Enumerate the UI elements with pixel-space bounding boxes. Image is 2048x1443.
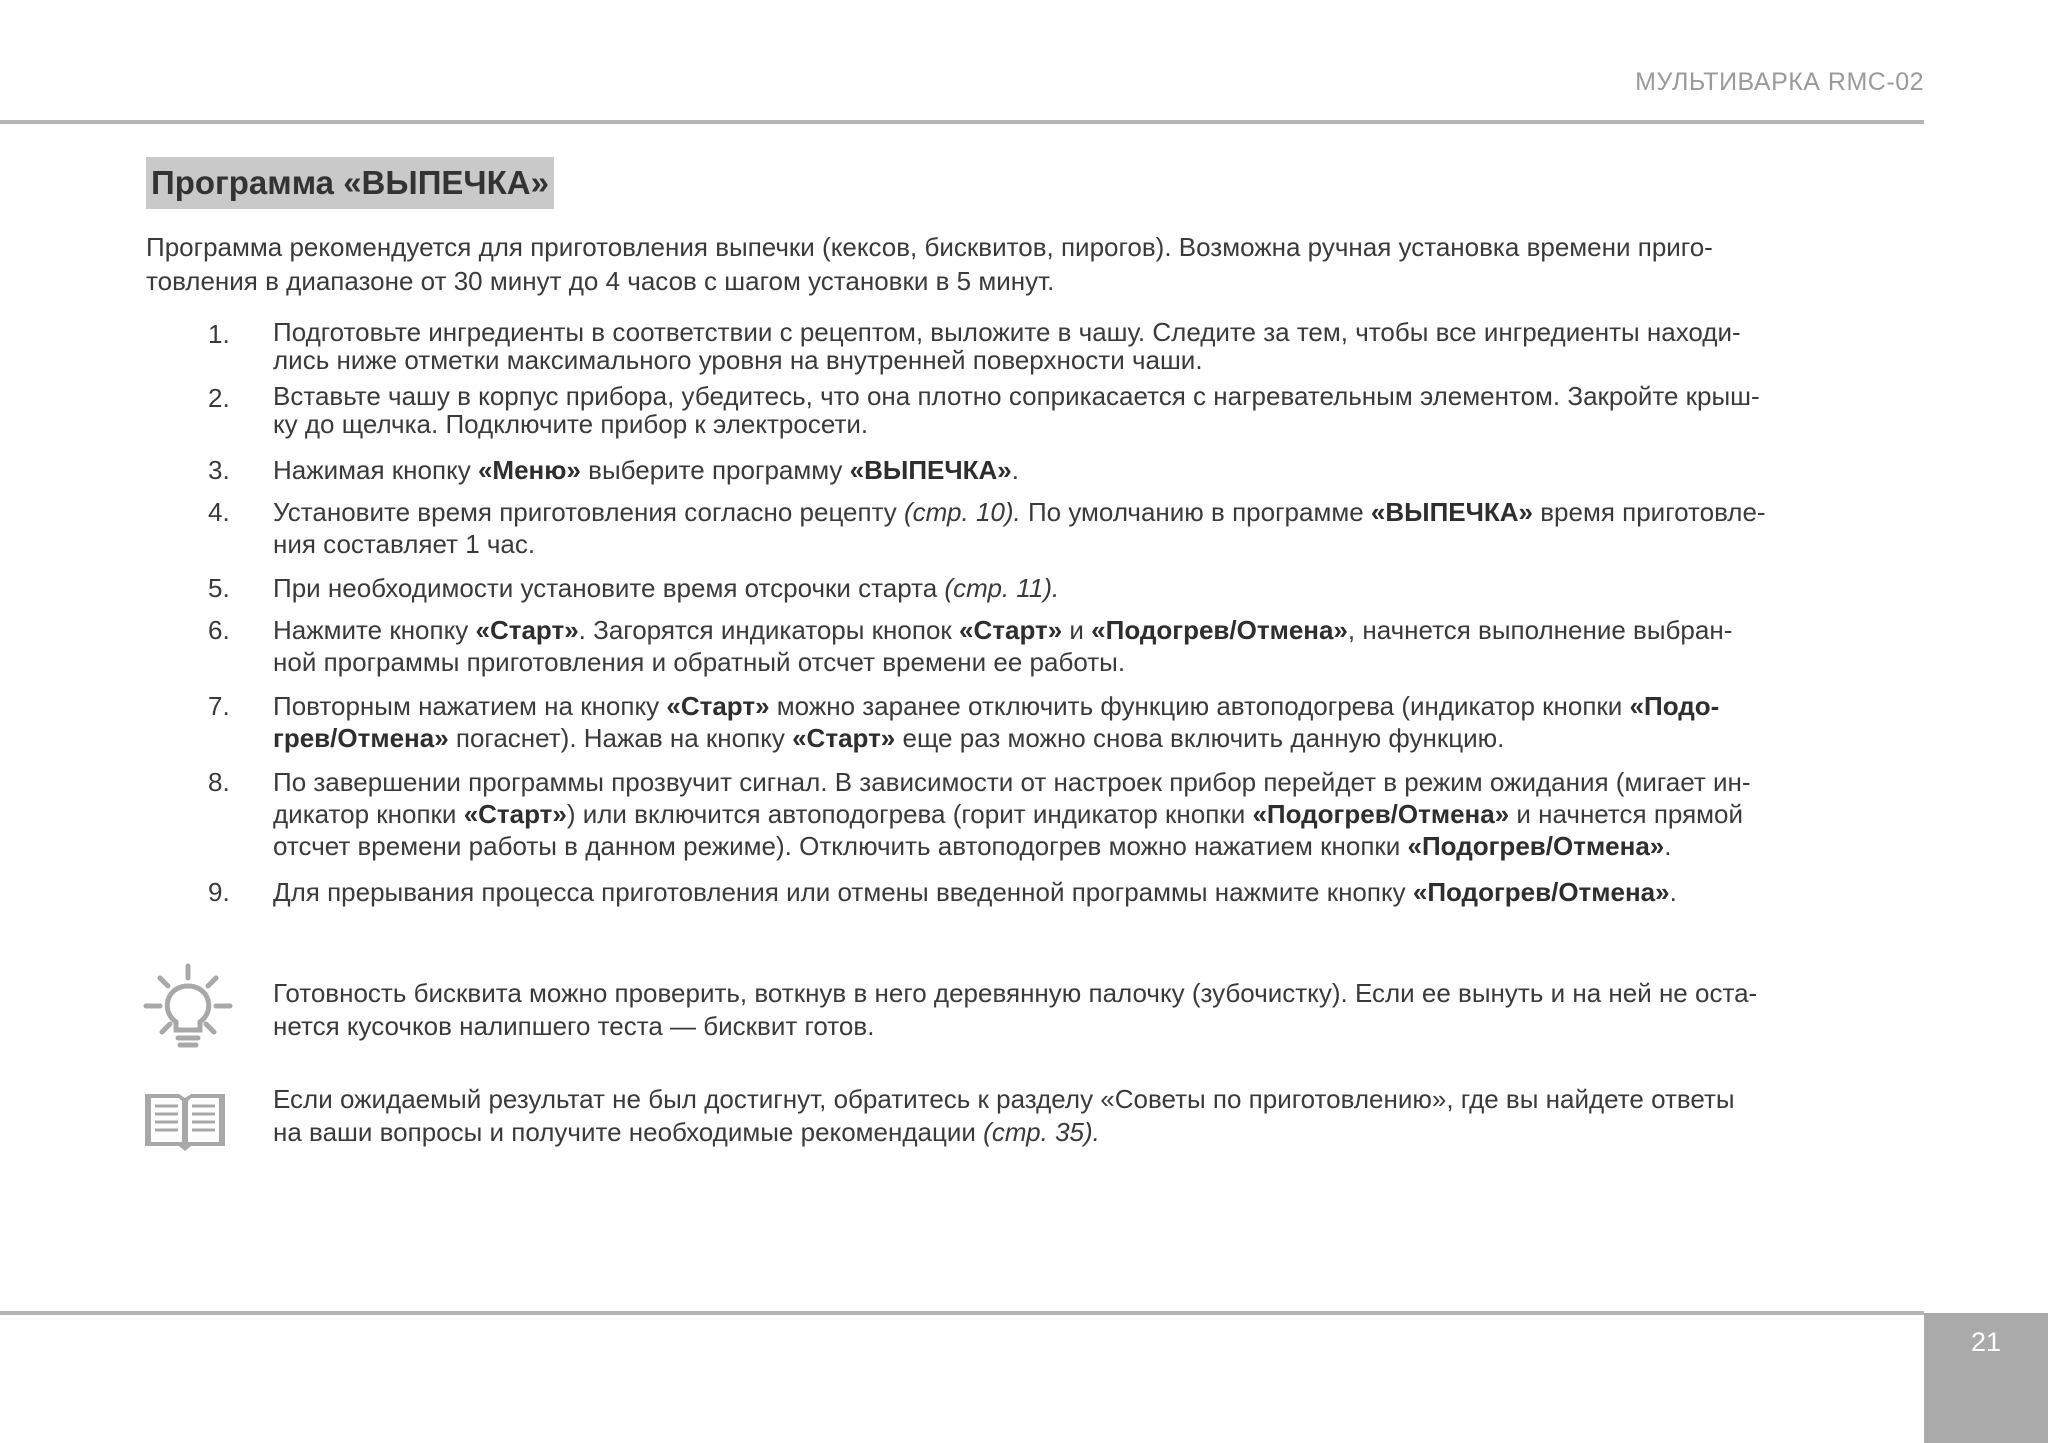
step-text: Повторным нажатием на кнопку «Старт» можно заранее отключить функцию автоподогрева (индикатор кнопки «Подо- грев/Отмена» погаснет). Нажав на кнопку «Старт» еще раз можно снова включить данную функцию. — [273, 691, 1720, 753]
lightbulb-icon — [142, 962, 234, 1053]
reference-line: на ваши вопросы и получите необходимые рекомендации (стр. 35). — [273, 1117, 1100, 1147]
step-line: Подготовьте ингредиенты в соответствии с рецептом, выложите в чашу. Следите за тем, чтобы все ингредиенты находи- — [273, 317, 1741, 347]
footer-divider — [0, 1311, 1924, 1315]
step-text: Установите время приготовления согласно рецепту (стр. 10). По умолчанию в программе «ВЫПЕЧКА» время приготовле- ния составляет 1 час. — [273, 497, 1766, 559]
step-text: Нажимая кнопку «Меню» выберите программу «ВЫПЕЧКА». — [273, 455, 1019, 485]
step-number: 2. — [208, 383, 230, 413]
intro-line: Программа рекомендуется для приготовления выпечки (кексов, бисквитов, пирогов). Возможна ручная установка времени приго- — [146, 232, 1713, 262]
step-number: 6. — [208, 615, 230, 645]
header-divider — [0, 120, 1924, 124]
step-text: При необходимости установите время отсрочки старта (стр. 11). — [273, 573, 1060, 603]
step-number: 8. — [208, 767, 230, 797]
tip-line: Готовность бисквита можно проверить, воткнув в него деревянную палочку (зубочистку). Если ее вынуть и на ней не оста- — [273, 978, 1758, 1008]
tip-line: нется кусочков налипшего теста — бисквит готов. — [273, 1011, 875, 1041]
tip-note — [273, 977, 1918, 1043]
page-number: 21 — [1924, 1313, 2048, 1443]
reference-note — [273, 1083, 1918, 1149]
step-line: Вставьте чашу в корпус прибора, убедитесь, что она плотно соприкасается с нагревательным элементом. Закройте крыш- — [273, 381, 1760, 411]
step-line: лись ниже отметки максимального уровня на внутренней поверхности чаши. — [273, 345, 1203, 375]
step-text: По завершении программы прозвучит сигнал. В зависимости от настроек прибор перейдет в режим ожидания (мигает ин- дикатор кнопки «Старт») или включится автоподогрева (горит индикатор кнопки «Подогрев/Отмена» и начнется прямой отсчет времени работы в данном режиме). Отключить автоподогрев можно нажатием кнопки «Подогрев/Отмена». — [273, 767, 1751, 861]
step-number: 7. — [208, 691, 230, 721]
step-number: 5. — [208, 573, 230, 603]
step-text — [273, 382, 1918, 438]
header-title: МУЛЬТИВАРКА RMC-02 — [1635, 68, 1924, 96]
step-line: ку до щелчка. Подключите прибор к электросети. — [273, 409, 869, 439]
step-number: 3. — [208, 455, 230, 485]
open-book-icon — [143, 1088, 227, 1157]
step-number: 4. — [208, 497, 230, 527]
reference-line: Если ожидаемый результат не был достигнут, обратитесь к разделу «Советы по приготовлению», где вы найдете ответы — [273, 1084, 1735, 1114]
intro-line: товления в диапазоне от 30 минут до 4 часов с шагом установки в 5 минут. — [146, 266, 1055, 296]
section-title: Программа «ВЫПЕЧКА» — [146, 157, 554, 209]
step-number: 9. — [208, 877, 230, 907]
step-text: Для прерывания процесса приготовления или отмены введенной программы нажмите кнопку «Подогрев/Отмена». — [273, 877, 1677, 907]
step-number: 1. — [208, 319, 230, 349]
step-text: Нажмите кнопку «Старт». Загорятся индикаторы кнопок «Старт» и «Подогрев/Отмена», начнется выполнение выбран- ной программы приготовления и обратный отсчет времени ее работы. — [273, 615, 1733, 677]
intro-paragraph — [146, 230, 1916, 298]
step-text — [273, 318, 1918, 374]
